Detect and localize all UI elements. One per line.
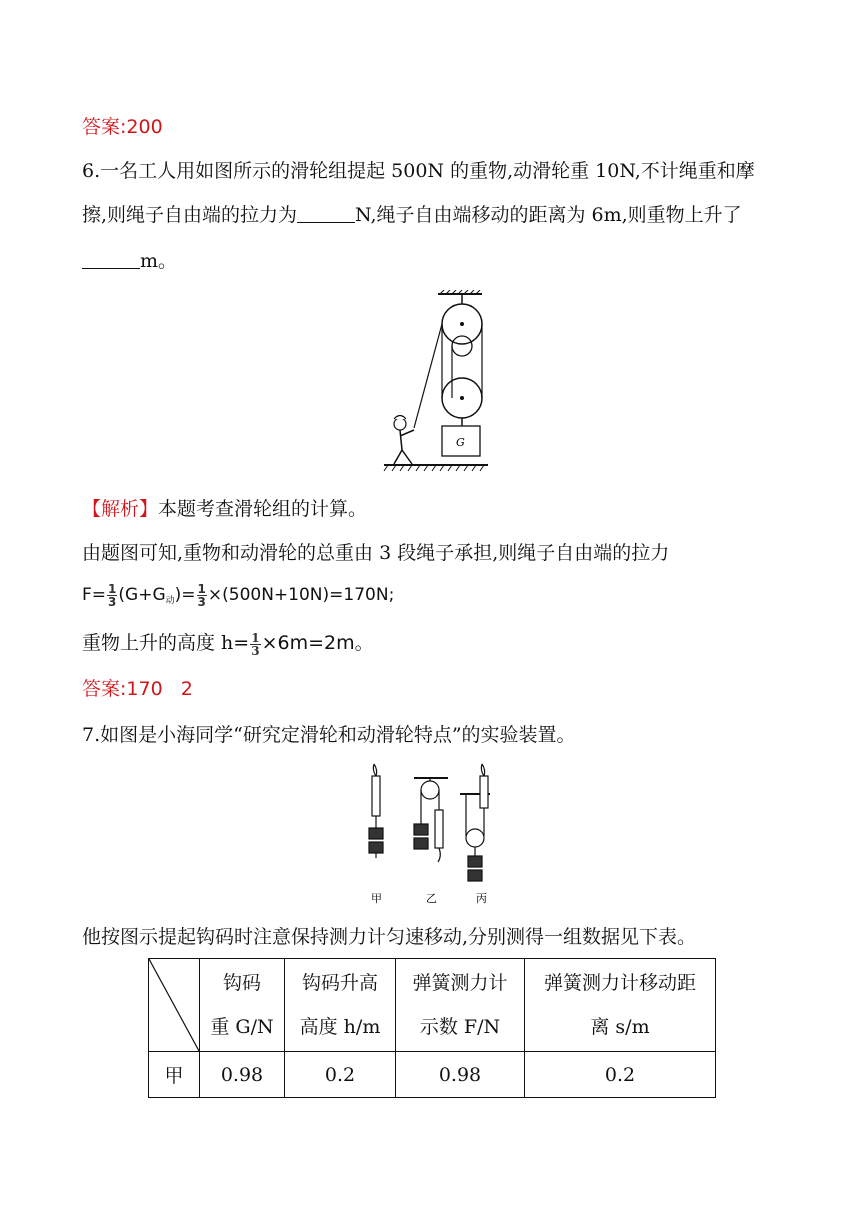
answer-label: 答案: [82, 678, 127, 700]
table-header-cell: 弹簧测力计移动距 离 s/m [525, 959, 716, 1052]
q7-line2: 他按图示提起钩码时注意保持测力计匀速移动,分别测得一组数据见下表。 [82, 926, 697, 948]
table-cell: 0.98 [200, 1052, 285, 1098]
q6-line2-text-a: 擦,则绳子自由端的拉力为 [82, 204, 298, 226]
q6-line2 [82, 202, 742, 228]
answer-value: 200 [126, 116, 163, 138]
answer-label: 答案: [82, 116, 127, 138]
table-cell: 0.2 [525, 1052, 716, 1098]
answer-line [82, 676, 193, 702]
analysis-line3 [82, 630, 374, 657]
analysis-text: 重物上升的高度 h= [82, 632, 250, 654]
analysis-tag: 【解析】 [82, 498, 159, 520]
analysis-heading [82, 496, 367, 522]
data-table [148, 958, 716, 1098]
q6-line3-text: m。 [140, 250, 178, 272]
table-cell: 0.98 [396, 1052, 525, 1098]
experiment-figure [356, 762, 506, 908]
table-row-label: 甲 [149, 1052, 200, 1098]
q7-line1: 7.如图是小海同学“研究定滑轮和动滑轮特点”的实验装置。 [82, 724, 576, 746]
analysis-line1: 由题图可知,重物和动滑轮的总重由 3 段绳子承担,则绳子自由端的拉力 [82, 542, 670, 564]
answer-blank [297, 204, 355, 223]
table-header-cell: 钩码升高 高度 h/m [285, 959, 396, 1052]
figure-label-yi: 乙 [426, 892, 437, 905]
analysis-intro: 本题考查滑轮组的计算。 [158, 498, 368, 520]
formula-text: ×(500N+10N)=170N; [207, 585, 395, 605]
analysis-formula1 [82, 582, 394, 614]
diagonal-line [149, 959, 199, 1051]
table-header-cell: 弹簧测力计 示数 F/N [396, 959, 525, 1052]
formula-subscript: 动 [165, 596, 175, 606]
figure-label-jia: 甲 [371, 892, 382, 905]
q6-line1: 6.一名工人用如图所示的滑轮组提起 500N 的重物,动滑轮重 10N,不计绳重和摩 [82, 160, 755, 182]
formula-text: (G+G [118, 585, 166, 605]
figure-label-bing: 丙 [476, 892, 487, 905]
q6-line2-text-b: N,绳子自由端移动的距离为 6m,则重物上升了 [355, 204, 742, 226]
table-corner-cell [149, 959, 200, 1052]
fraction-one-third: $\frac{1}{3}$ [197, 581, 206, 609]
fraction-one-third: $\frac{1}{3}$ [108, 581, 117, 609]
table-header-cell: 钩码 重 G/N [200, 959, 285, 1052]
answer-value: 170 2 [126, 678, 193, 700]
table-header-row [149, 959, 716, 1052]
fraction-one-third: $\frac{1}{3}$ [251, 630, 260, 658]
q6-line3 [82, 248, 177, 274]
figure-label-g: G [456, 436, 465, 449]
answer-line [82, 114, 163, 140]
formula-text: F= [82, 585, 107, 605]
answer-blank [82, 250, 140, 269]
table-row [149, 1052, 716, 1098]
formula-text: )= [174, 585, 196, 605]
analysis-text: ×6m=2m。 [261, 632, 374, 654]
pulley-system-figure [378, 290, 490, 472]
table-cell: 0.2 [285, 1052, 396, 1098]
